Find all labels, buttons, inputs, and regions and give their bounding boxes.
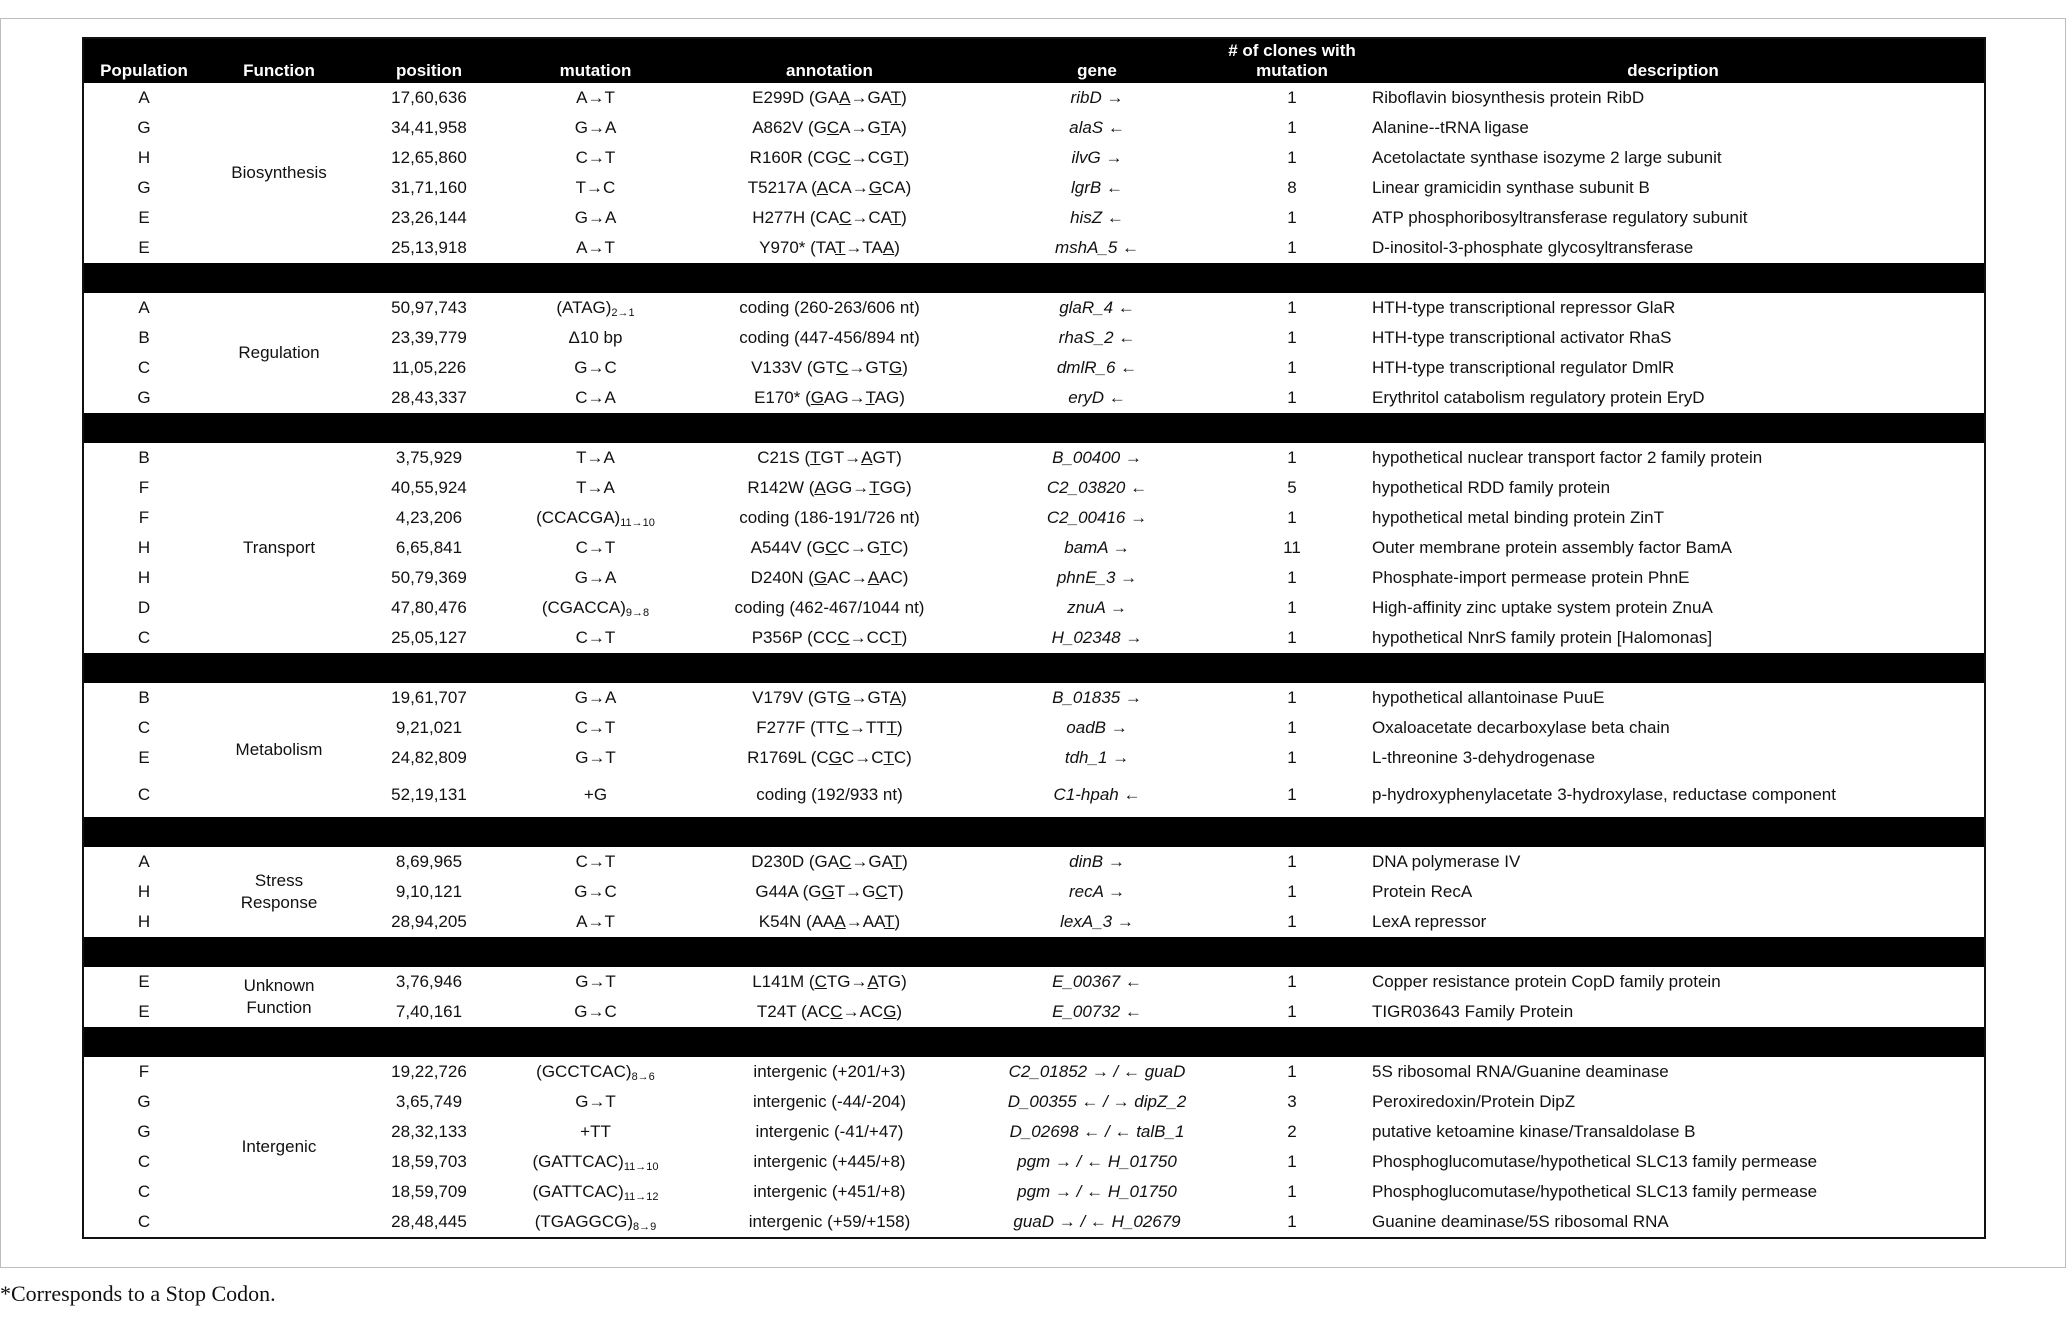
mutation-cell: T→A xyxy=(576,448,615,467)
population-cell: D xyxy=(137,598,151,617)
description-cell: HTH-type transcriptional repressor GlaR xyxy=(1372,298,1676,317)
gene-cell: znuA → xyxy=(1067,598,1127,617)
annotation-cell: coding (260-263/606 nt) xyxy=(739,298,920,317)
table-row xyxy=(84,967,1984,997)
population-cell: F xyxy=(138,1062,150,1081)
table-row xyxy=(84,623,1984,653)
table-row xyxy=(84,847,1984,877)
annotation-cell: K54N (AAA→AAT) xyxy=(758,912,901,931)
gene-cell: bamA → xyxy=(1064,538,1130,557)
population-cell: G xyxy=(137,388,151,407)
mutation-cell: $(CCACGA)_{11\to 10}$ xyxy=(536,507,655,529)
position-cell: 28,43,337 xyxy=(391,388,467,407)
population-cell: H xyxy=(137,148,151,167)
clone-count-cell: 11 xyxy=(1283,538,1301,557)
table-group xyxy=(84,847,1984,937)
description-cell: Alanine--tRNA ligase xyxy=(1372,118,1529,137)
gene-cell: glaR_4 ← xyxy=(1059,298,1135,317)
mutation-cell: C→T xyxy=(575,148,616,167)
annotation-cell: intergenic (+445/+8) xyxy=(753,1152,906,1171)
mutation-cell: G→T xyxy=(575,748,616,767)
clone-count-cell: 1 xyxy=(1287,1182,1297,1201)
mutation-cell: C→T xyxy=(575,628,616,647)
gene-cell: dinB → xyxy=(1069,852,1125,871)
population-cell: C xyxy=(137,628,151,647)
population-cell: A xyxy=(138,298,150,317)
group-function-label: Intergenic xyxy=(241,1137,317,1156)
position-cell: 9,10,121 xyxy=(395,882,463,901)
mutation-cell: T→C xyxy=(575,178,616,197)
position-cell: 4,23,206 xyxy=(395,508,463,527)
description-cell: Phosphoglucomutase/hypothetical SLC13 family permease xyxy=(1372,1152,1818,1171)
position-cell: 50,79,369 xyxy=(391,568,467,587)
annotation-cell: F277F (TTC→TTT) xyxy=(756,718,903,737)
group-separator xyxy=(84,1027,1984,1057)
position-cell: 9,21,021 xyxy=(395,718,463,737)
annotation-cell: intergenic (-41/+47) xyxy=(755,1122,904,1141)
mutation-cell: G→C xyxy=(574,358,617,377)
group-separator xyxy=(84,937,1984,967)
description-cell: p-hydroxyphenylacetate 3-hydroxylase, reductase component xyxy=(1372,785,1836,804)
description-cell: hypothetical NnrS family protein [Halomonas] xyxy=(1372,628,1713,647)
table-row xyxy=(84,563,1984,593)
population-cell: C xyxy=(137,1152,151,1171)
population-cell: E xyxy=(138,208,150,227)
description-cell: hypothetical allantoinase PuuE xyxy=(1372,688,1605,707)
table-group xyxy=(84,443,1984,653)
gene-cell: E_00367 ← xyxy=(1052,972,1142,991)
gene-cell: guaD → / ← H_02679 xyxy=(1013,1212,1181,1231)
table-row xyxy=(84,713,1984,743)
description-cell: 5S ribosomal RNA/Guanine deaminase xyxy=(1372,1062,1669,1081)
mutation-cell: $(GATTCAC)_{11\to 12}$ xyxy=(532,1181,659,1203)
gene-cell: alaS ← xyxy=(1069,118,1125,137)
table-row xyxy=(84,293,1984,323)
population-cell: G xyxy=(137,1092,151,1111)
population-cell: B xyxy=(138,448,150,467)
annotation-cell: intergenic (-44/-204) xyxy=(752,1092,907,1111)
population-cell: C xyxy=(137,358,151,377)
population-cell: B xyxy=(138,328,150,347)
clone-count-cell: 1 xyxy=(1287,448,1297,467)
population-cell: F xyxy=(138,508,150,527)
position-cell: 31,71,160 xyxy=(391,178,467,197)
annotation-cell: C21S (TGT→AGT) xyxy=(757,448,902,467)
position-cell: 50,97,743 xyxy=(391,298,467,317)
description-cell: hypothetical RDD family protein xyxy=(1372,478,1611,497)
description-cell: hypothetical metal binding protein ZinT xyxy=(1372,508,1664,527)
gene-cell: hisZ ← xyxy=(1070,208,1124,227)
annotation-cell: intergenic (+201/+3) xyxy=(753,1062,906,1081)
table-group xyxy=(84,293,1984,413)
description-cell: DNA polymerase IV xyxy=(1372,852,1521,871)
gene-cell: ribD → xyxy=(1070,88,1124,107)
mutation-cell: +G xyxy=(583,785,608,804)
description-cell: Erythritol catabolism regulatory protein EryD xyxy=(1372,388,1705,407)
description-cell: Linear gramicidin synthase subunit B xyxy=(1372,178,1650,197)
population-cell: F xyxy=(138,478,150,497)
clone-count-cell: 3 xyxy=(1287,1092,1297,1111)
description-cell: HTH-type transcriptional activator RhaS xyxy=(1372,328,1672,347)
position-cell: 3,65,749 xyxy=(395,1092,463,1111)
table-row xyxy=(84,353,1984,383)
annotation-cell: D230D (GAC→GAT) xyxy=(751,852,908,871)
mutation-cell: C→A xyxy=(575,388,616,407)
gene-cell: pgm → / ← H_01750 xyxy=(1017,1182,1177,1201)
clone-count-cell: 1 xyxy=(1287,1212,1297,1231)
clone-count-cell: 8 xyxy=(1287,178,1297,197)
table-row xyxy=(84,233,1984,263)
mutation-table xyxy=(82,37,1986,1239)
population-cell: G xyxy=(137,178,151,197)
gene-cell: D_00355 ← / → dipZ_2 xyxy=(1007,1092,1187,1111)
header-clone-count xyxy=(1222,41,1362,83)
header-clone-count-line2: mutation xyxy=(1256,61,1328,80)
position-cell: 23,26,144 xyxy=(391,208,467,227)
gene-cell: dmlR_6 ← xyxy=(1056,358,1138,377)
mutation-cell: $(GCCTCAC)_{8\to 6}$ xyxy=(536,1061,655,1083)
group-separator xyxy=(84,653,1984,683)
clone-count-cell: 1 xyxy=(1287,912,1297,931)
table-row xyxy=(84,683,1984,713)
table-row xyxy=(84,1117,1984,1147)
annotation-cell: R142W (AGG→TGG) xyxy=(747,478,912,497)
gene-cell: phnE_3 → xyxy=(1056,568,1138,587)
clone-count-cell: 1 xyxy=(1287,568,1297,587)
mutation-cell: A→T xyxy=(576,912,615,931)
table-row xyxy=(84,593,1984,623)
population-cell: G xyxy=(137,1122,151,1141)
annotation-cell: P356P (CCC→CCT) xyxy=(751,628,908,647)
position-cell: 23,39,779 xyxy=(391,328,467,347)
mutation-cell: Δ10 bp xyxy=(568,328,623,347)
gene-cell: tdh_1 → xyxy=(1064,748,1130,767)
annotation-cell: intergenic (+451/+8) xyxy=(753,1182,906,1201)
gene-cell: eryD ← xyxy=(1068,388,1126,407)
clone-count-cell: 1 xyxy=(1287,508,1297,527)
position-cell: 24,82,809 xyxy=(391,748,467,767)
population-cell: C xyxy=(137,718,151,737)
gene-cell: ilvG → xyxy=(1071,148,1123,167)
clone-count-cell: 1 xyxy=(1287,882,1297,901)
mutation-cell: +TT xyxy=(580,1122,611,1141)
table-row xyxy=(84,383,1984,413)
clone-count-cell: 1 xyxy=(1287,1152,1297,1171)
table-row xyxy=(84,773,1984,817)
gene-cell: pgm → / ← H_01750 xyxy=(1017,1152,1177,1171)
mutation-cell: C→T xyxy=(575,718,616,737)
clone-count-cell: 1 xyxy=(1287,628,1297,647)
group-function-label: Regulation xyxy=(238,343,320,362)
description-cell: High-affinity zinc uptake system protein ZnuA xyxy=(1372,598,1713,617)
annotation-cell: E170* (GAG→TAG) xyxy=(754,388,905,407)
description-cell: ATP phosphoribosyltransferase regulatory subunit xyxy=(1372,208,1748,227)
position-cell: 7,40,161 xyxy=(395,1002,463,1021)
table-row xyxy=(84,533,1984,563)
annotation-cell: R1769L (CGC→CTC) xyxy=(747,748,912,767)
annotation-cell: T24T (ACC→ACG) xyxy=(756,1002,903,1021)
mutation-cell: C→T xyxy=(575,852,616,871)
mutation-cell: A→T xyxy=(576,238,615,257)
mutation-cell: C→T xyxy=(575,538,616,557)
clone-count-cell: 1 xyxy=(1287,748,1297,767)
annotation-cell: R160R (CGC→CGT) xyxy=(749,148,910,167)
population-cell: B xyxy=(138,688,150,707)
description-cell: putative ketoamine kinase/Transaldolase B xyxy=(1372,1122,1696,1141)
group-function-label: Transport xyxy=(242,538,316,557)
gene-cell: C2_01852 → / ← guaD xyxy=(1008,1062,1186,1081)
annotation-cell: coding (186-191/726 nt) xyxy=(739,508,920,527)
clone-count-cell: 1 xyxy=(1287,328,1297,347)
table-row xyxy=(84,1087,1984,1117)
population-cell: C xyxy=(137,785,151,804)
mutation-cell: $(CGACCA)_{9\to 8}$ xyxy=(541,597,650,619)
annotation-cell: Y970* (TAT→TAA) xyxy=(759,238,900,257)
position-cell: 28,32,133 xyxy=(391,1122,467,1141)
description-cell: Copper resistance protein CopD family protein xyxy=(1372,972,1721,991)
gene-cell: H_02348 → xyxy=(1051,628,1143,647)
position-cell: 3,75,929 xyxy=(395,448,463,467)
population-cell: E xyxy=(138,748,150,767)
gene-cell: C2_03820 ← xyxy=(1046,478,1148,497)
clone-count-cell: 1 xyxy=(1287,88,1297,107)
population-cell: C xyxy=(137,1182,151,1201)
mutation-cell: G→A xyxy=(574,688,617,707)
clone-count-cell: 1 xyxy=(1287,688,1297,707)
clone-count-cell: 1 xyxy=(1287,208,1297,227)
mutation-cell: A→T xyxy=(576,88,615,107)
gene-cell: C1-hpah ← xyxy=(1053,785,1141,804)
clone-count-cell: 1 xyxy=(1287,358,1297,377)
gene-cell: oadB → xyxy=(1066,718,1128,737)
population-cell: E xyxy=(138,1002,150,1021)
description-cell: Protein RecA xyxy=(1372,882,1473,901)
clone-count-cell: 1 xyxy=(1287,238,1297,257)
clone-count-cell: 1 xyxy=(1287,148,1297,167)
table-row xyxy=(84,877,1984,907)
position-cell: 19,22,726 xyxy=(391,1062,467,1081)
mutation-cell: G→C xyxy=(574,882,617,901)
table-row xyxy=(84,1207,1984,1237)
description-cell: L-threonine 3-dehydrogenase xyxy=(1372,748,1596,767)
clone-count-cell: 2 xyxy=(1287,1122,1297,1141)
table-group xyxy=(84,1057,1984,1237)
position-cell: 52,19,131 xyxy=(391,785,467,804)
description-cell: LexA repressor xyxy=(1372,912,1487,931)
position-cell: 12,65,860 xyxy=(391,148,467,167)
header-position: position xyxy=(395,61,463,80)
annotation-cell: A544V (GCC→GTC) xyxy=(750,538,909,557)
description-cell: D-inositol-3-phosphate glycosyltransferase xyxy=(1372,238,1694,257)
mutation-cell: T→A xyxy=(576,478,615,497)
position-cell: 8,69,965 xyxy=(395,852,463,871)
group-separator xyxy=(84,817,1984,847)
description-cell: hypothetical nuclear transport factor 2 family protein xyxy=(1372,448,1763,467)
mutation-cell: G→A xyxy=(574,208,617,227)
table-row xyxy=(84,997,1984,1027)
clone-count-cell: 1 xyxy=(1287,972,1297,991)
description-cell: Oxaloacetate decarboxylase beta chain xyxy=(1372,718,1670,737)
description-cell: Outer membrane protein assembly factor BamA xyxy=(1372,538,1732,557)
clone-count-cell: 1 xyxy=(1287,718,1297,737)
table-body xyxy=(84,83,1984,1237)
table-row xyxy=(84,503,1984,533)
table-header xyxy=(84,39,1984,83)
clone-count-cell: 1 xyxy=(1287,598,1297,617)
group-function-label: Stress Response xyxy=(240,871,318,912)
gene-cell: D_02698 ← / ← talB_1 xyxy=(1009,1122,1185,1141)
position-cell: 11,05,226 xyxy=(391,358,467,377)
gene-cell: rhaS_2 ← xyxy=(1058,328,1136,347)
description-cell: HTH-type transcriptional regulator DmlR xyxy=(1372,358,1675,377)
position-cell: 40,55,924 xyxy=(391,478,467,497)
position-cell: 3,76,946 xyxy=(395,972,463,991)
table-group xyxy=(84,683,1984,817)
table-row xyxy=(84,443,1984,473)
description-cell: Acetolactate synthase isozyme 2 large subunit xyxy=(1372,148,1722,167)
mutation-cell: $(TGAGGCG)_{8\to 9}$ xyxy=(534,1211,657,1233)
clone-count-cell: 5 xyxy=(1287,478,1297,497)
mutation-cell: G→T xyxy=(575,972,616,991)
mutation-cell: G→T xyxy=(575,1092,616,1111)
gene-cell: lexA_3 → xyxy=(1060,912,1134,931)
table-row xyxy=(84,1057,1984,1087)
annotation-cell: T5217A (ACA→GCA) xyxy=(747,178,912,197)
population-cell: A xyxy=(138,88,150,107)
header-function: Function xyxy=(243,61,315,80)
table-row xyxy=(84,1177,1984,1207)
clone-count-cell: 1 xyxy=(1287,298,1297,317)
population-cell: G xyxy=(137,118,151,137)
population-cell: H xyxy=(137,538,151,557)
clone-count-cell: 1 xyxy=(1287,852,1297,871)
group-function-label: Metabolism xyxy=(235,740,323,759)
header-mutation: mutation xyxy=(559,61,632,80)
position-cell: 47,80,476 xyxy=(391,598,467,617)
position-cell: 18,59,709 xyxy=(391,1182,467,1201)
clone-count-cell: 1 xyxy=(1287,388,1297,407)
clone-count-cell: 1 xyxy=(1287,785,1297,804)
gene-cell: E_00732 ← xyxy=(1052,1002,1142,1021)
table-row xyxy=(84,473,1984,503)
table-group xyxy=(84,83,1984,263)
position-cell: 34,41,958 xyxy=(391,118,467,137)
group-separator xyxy=(84,263,1984,293)
annotation-cell: L141M (CTG→ATG) xyxy=(752,972,907,991)
description-cell: Phosphoglucomutase/hypothetical SLC13 family permease xyxy=(1372,1182,1818,1201)
table-row xyxy=(84,1147,1984,1177)
population-cell: E xyxy=(138,238,150,257)
annotation-cell: V179V (GTG→GTA) xyxy=(752,688,907,707)
mutation-cell: $(GATTCAC)_{11\to 10}$ xyxy=(532,1151,659,1173)
header-description: description xyxy=(1627,61,1719,80)
annotation-cell: intergenic (+59/+158) xyxy=(748,1212,911,1231)
mutation-cell: G→A xyxy=(574,118,617,137)
position-cell: 6,65,841 xyxy=(395,538,463,557)
mutation-cell: $(ATAG)_{2\to 1}$ xyxy=(556,297,635,319)
annotation-cell: H277H (CAC→CAT) xyxy=(752,208,907,227)
mutation-cell: G→A xyxy=(574,568,617,587)
table-row xyxy=(84,907,1984,937)
table-row xyxy=(84,323,1984,353)
position-cell: 17,60,636 xyxy=(391,88,467,107)
annotation-cell: V133V (GTC→GTG) xyxy=(751,358,908,377)
header-gene: gene xyxy=(1077,61,1117,80)
annotation-cell: coding (192/933 nt) xyxy=(756,785,903,804)
population-cell: H xyxy=(137,912,151,931)
position-cell: 25,05,127 xyxy=(391,628,467,647)
table-group xyxy=(84,967,1984,1027)
header-clone-count-line1: # of clones with xyxy=(1228,41,1356,60)
table-row xyxy=(84,203,1984,233)
population-cell: C xyxy=(137,1212,151,1231)
gene-cell: lgrB ← xyxy=(1071,178,1123,197)
gene-cell: C2_00416 → xyxy=(1046,508,1148,527)
table-row xyxy=(84,83,1984,113)
population-cell: H xyxy=(137,882,151,901)
annotation-cell: G44A (GGT→GCT) xyxy=(755,882,904,901)
clone-count-cell: 1 xyxy=(1287,1062,1297,1081)
clone-count-cell: 1 xyxy=(1287,118,1297,137)
gene-cell: B_00400 → xyxy=(1052,448,1142,467)
annotation-cell: coding (462-467/1044 nt) xyxy=(734,598,925,617)
annotation-cell: A862V (GCA→GTA) xyxy=(752,118,907,137)
clone-count-cell: 1 xyxy=(1287,1002,1297,1021)
position-cell: 28,94,205 xyxy=(391,912,467,931)
description-cell: Guanine deaminase/5S ribosomal RNA xyxy=(1372,1212,1669,1231)
annotation-cell: E299D (GAA→GAT) xyxy=(752,88,907,107)
description-cell: Peroxiredoxin/Protein DipZ xyxy=(1372,1092,1576,1111)
group-function-label: Unknown Function xyxy=(243,976,315,1017)
group-separator xyxy=(84,413,1984,443)
gene-cell: recA → xyxy=(1068,882,1126,901)
position-cell: 18,59,703 xyxy=(391,1152,467,1171)
footnote: *Corresponds to a Stop Codon. xyxy=(0,1281,276,1306)
annotation-cell: coding (447-456/894 nt) xyxy=(739,328,920,347)
population-cell: A xyxy=(138,852,150,871)
header-population: Population xyxy=(100,61,188,80)
description-cell: TIGR03643 Family Protein xyxy=(1372,1002,1574,1021)
position-cell: 28,48,445 xyxy=(391,1212,467,1231)
table-row xyxy=(84,743,1984,773)
description-cell: Phosphate-import permease protein PhnE xyxy=(1372,568,1690,587)
position-cell: 25,13,918 xyxy=(391,238,467,257)
annotation-cell: D240N (GAC→AAC) xyxy=(750,568,909,587)
group-function-label: Biosynthesis xyxy=(231,163,327,182)
table-row xyxy=(84,143,1984,173)
table-row xyxy=(84,113,1984,143)
position-cell: 19,61,707 xyxy=(391,688,467,707)
population-cell: E xyxy=(138,972,150,991)
gene-cell: mshA_5 ← xyxy=(1054,238,1140,257)
gene-cell: B_01835 → xyxy=(1052,688,1142,707)
description-cell: Riboflavin biosynthesis protein RibD xyxy=(1372,88,1645,107)
mutation-cell: G→C xyxy=(574,1002,617,1021)
population-cell: H xyxy=(137,568,151,587)
table-row xyxy=(84,173,1984,203)
header-annotation: annotation xyxy=(786,61,873,80)
